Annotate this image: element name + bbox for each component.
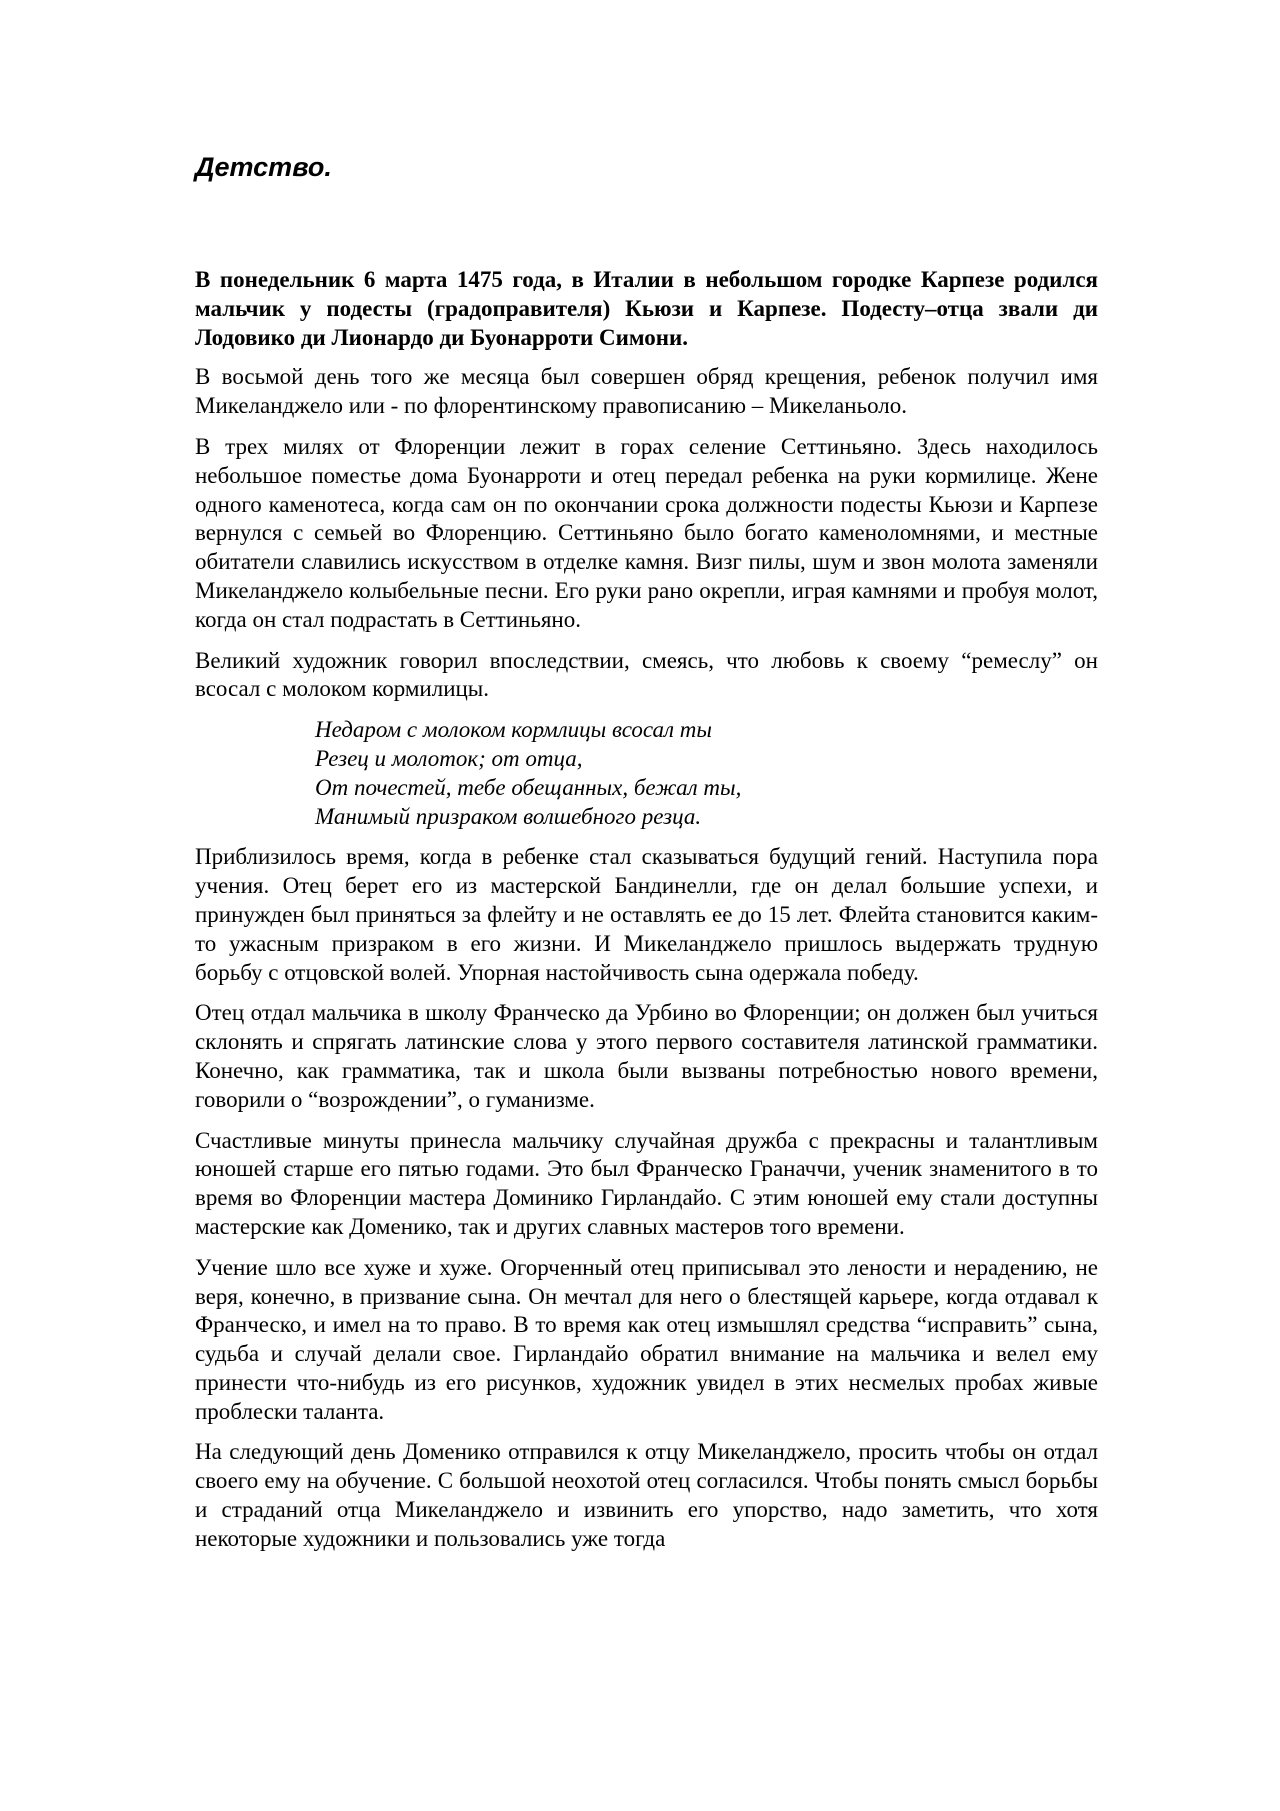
paragraph-friendship: Счастливые минуты принесла мальчику случайная дружба с прекрасны и талантливым юношей старше его пятью годами. Это был Франческо Граначчи, ученик знаменитого в то время во Флоренции мастера Доминико Гирландайо. С этим юношей ему стали доступны мастерские как Доменико, так и других славных мастеров того времени. (195, 1127, 1098, 1239)
document-body (195, 150, 1098, 1566)
paragraph-school: Отец отдал мальчика в школу Франческо да Урбино во Флоренции; он должен был учиться склонять и спрягать латинские слова у этого первого составителя латинской грамматики. Конечно, как грамматика, так и школа были вызваны потребностью нового времени, говорили о “возрождении”, о гуманизме. (195, 1000, 1098, 1112)
poem-line: Резец и молоток; от отца, (315, 745, 583, 771)
paragraph-flute: Приблизилось время, когда в ребенке стал сказываться будущий гений. Наступила пора учения. Отец берет его из мастерской Бандинелли, где он делал большие успехи, и принужден был приняться за флейту и не оставлять ее до 15 лет. Флейта становится каким-то ужасным призраком в его жизни. И Микеланджело пришлось выдержать трудную борьбу с отцовской волей. Упорная настойчивость сына одержала победу. (195, 844, 1098, 985)
poem-line: Недаром с молоком кормлицы всосал ты (315, 717, 712, 743)
paragraph-apprenticeship: На следующий день Доменико отправился к отцу Микеланджело, просить чтобы он отдал своего ему на обучение. С большой неохотой отец согласился. Чтобы понять смысл борьбы и страданий отца Микеланджело и извинить его упорство, надо заметить, что хотя некоторые художники и пользовались уже тогда (195, 1439, 1098, 1551)
paragraph-craft-quote: Великий художник говорил впоследствии, смеясь, что любовь к своему “ремеслу” он всосал с молоком кормилицы. (195, 647, 1098, 702)
lead-paragraph: В понедельник 6 марта 1475 года, в Италии в небольшом городке Карпезе родился мальчик у подесты (градоправителя) Кьюзи и Карпезе. Подесту–отца звали ди Лодовико ди Лионардо ди Буонарроти Симони. (195, 267, 1098, 350)
paragraph-studies: Учение шло все хуже и хуже. Огорченный отец приписывал это лености и нерадению, не веря, конечно, в призвание сына. Он мечтал для него о блестящей карьере, когда отдавал к Франческо, и имел на то право. В то время как отец измышлял средства “исправить” сына, судьба и случай делали свое. Гирландайо обратил внимание на мальчика и велел ему принести что-нибудь из его рисунков, художник увидел в этих несмелых пробах живые проблески таланта. (195, 1254, 1098, 1424)
poem-line: От почестей, тебе обещанных, бежал ты, (315, 774, 742, 800)
paragraph-settignano: В трех милях от Флоренции лежит в горах селение Сеттиньяно. Здесь находилось небольшое поместье дома Буонарроти и отец передал ребенка на руки кормилице. Жене одного каменотеса, когда сам он по окончании срока должности подесты Кьюзи и Карпезе вернулся с семьей во Флоренцию. Сеттиньяно было богато каменоломнями, и местные обитатели славились искусством в отделке камня. Визг пилы, шум и звон молота заменяли Микеланджело колыбельные песни. Его руки рано окрепли, играя камнями и пробуя молот, когда он стал подрастать в Сеттиньяно. (195, 433, 1098, 632)
chapter-heading: Детство. (195, 152, 332, 182)
paragraph-baptism: В восьмой день того же месяца был совершен обряд крещения, ребенок получил имя Микеланджело или - по флорентинскому правописанию – Микеланьоло. (195, 364, 1098, 419)
poem-line: Манимый призраком волшебного резца. (315, 803, 702, 829)
poem-quote (195, 716, 1098, 831)
